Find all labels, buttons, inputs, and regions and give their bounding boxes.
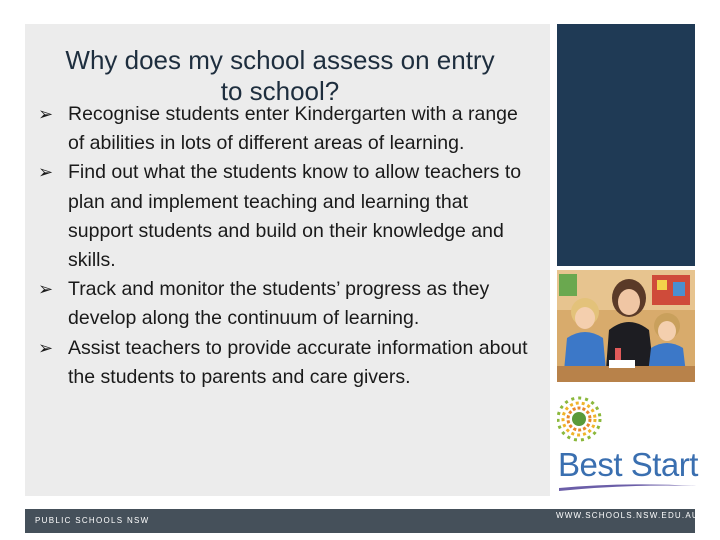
divider	[550, 24, 557, 496]
best-start-logo	[557, 385, 705, 495]
bullet-list	[38, 100, 533, 392]
footer-brand: PUBLIC SCHOOLS NSW	[35, 516, 150, 525]
bullet-text: Assist teachers to provide accurate information about the students to parents and care givers.	[68, 336, 528, 388]
navy-accent-block	[557, 24, 695, 266]
bullet-item	[38, 334, 533, 392]
slide-title: Why does my school assess on entry to school?	[65, 45, 495, 107]
bullet-text: Recognise students enter Kindergarten with a range of abilities in lots of different areas of learning.	[68, 103, 518, 155]
bullet-item	[38, 275, 533, 333]
classroom-photo-illustration	[557, 270, 695, 382]
bullet-text: Find out what the students know to allow teachers to plan and implement teaching and learning that support students and build on their knowledge and skills.	[68, 161, 522, 272]
bullet-text: Track and monitor the students’ progress as they develop along the continuum of learning.	[68, 278, 490, 330]
logo-swoosh	[557, 479, 705, 493]
logo-text: Best Start	[558, 446, 698, 483]
classroom-photo	[557, 270, 695, 382]
bullet-item	[38, 158, 533, 275]
arrow-bullet-icon: ➢	[38, 104, 54, 125]
arrow-bullet-icon: ➢	[38, 162, 54, 184]
bullet-item	[38, 100, 533, 158]
footer-bar	[25, 509, 699, 533]
arrow-bullet-icon: ➢	[38, 279, 54, 301]
arrow-bullet-icon: ➢	[38, 337, 54, 359]
footer-website-link[interactable]: WWW.SCHOOLS.NSW.EDU.AU	[556, 511, 699, 520]
